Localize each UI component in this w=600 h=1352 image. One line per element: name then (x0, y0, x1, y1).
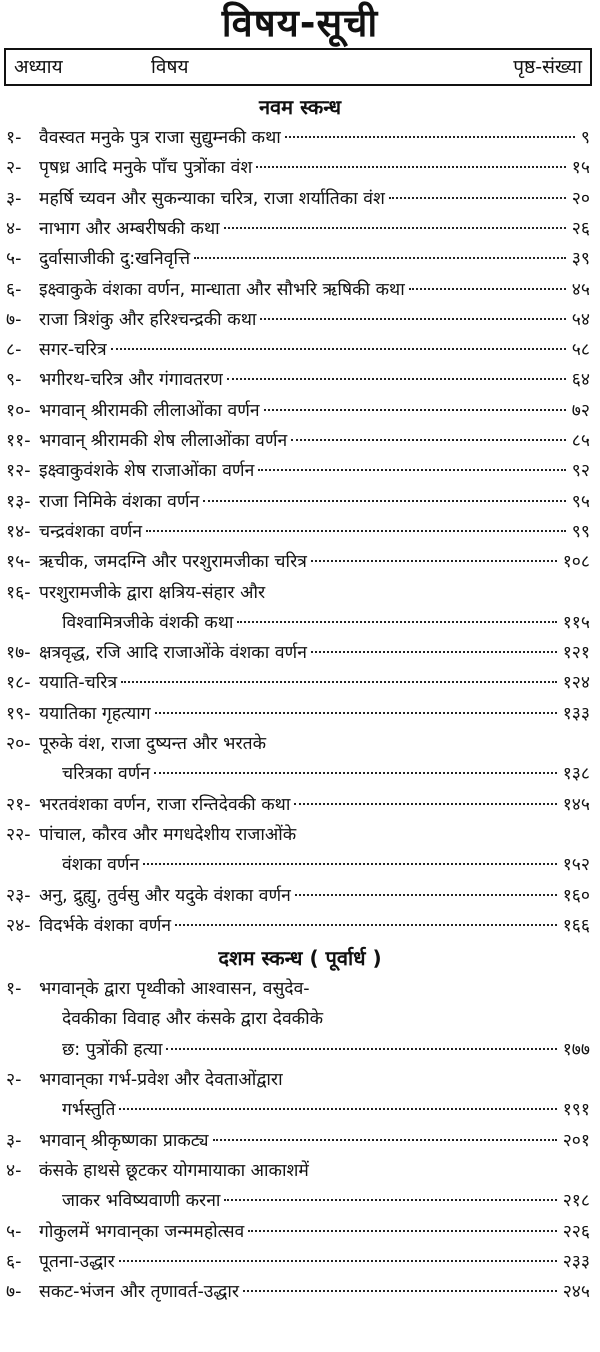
dot-leader (295, 894, 557, 896)
page-number: २० (571, 188, 590, 209)
chapter-number: २- (6, 158, 22, 179)
dot-leader (119, 1260, 557, 1262)
toc-entry (0, 1277, 600, 1307)
chapter-title: भगवान् श्रीरामकी शेष लीलाओंका वर्णन (39, 431, 288, 451)
dot-leader (119, 1108, 556, 1110)
page-number: १६० (562, 885, 590, 906)
toc-entry (0, 123, 600, 153)
chapter-number: ७- (6, 1282, 22, 1303)
toc-entry (0, 184, 600, 214)
toc-entry (0, 911, 600, 941)
dot-leader (294, 803, 556, 805)
page-number: २२६ (562, 1221, 590, 1242)
chapter-title: ययाति-चरित्र (39, 673, 118, 694)
dot-leader (409, 288, 566, 290)
toc-entry (0, 1217, 600, 1247)
chapter-number: १०- (6, 400, 31, 421)
dot-leader (213, 1139, 557, 1141)
toc-entry (0, 1247, 600, 1277)
chapter-number: ६- (6, 1251, 22, 1272)
toc-entry (0, 517, 600, 547)
page-number: १५ (571, 158, 590, 179)
header-chapter-label: अध्याय (14, 56, 63, 78)
page-number: ९२ (571, 461, 590, 482)
chapter-title: छ: पुत्रोंकी हत्या (62, 1039, 163, 1060)
chapter-number: १२- (6, 461, 31, 482)
chapter-title: कंसके हाथसे छूटकर योगमायाका आकाशमें (39, 1160, 309, 1181)
chapter-title: सगर-चरित्र (39, 340, 107, 361)
chapter-number: २३- (6, 885, 31, 906)
dot-leader (258, 469, 566, 471)
chapter-number: ९- (6, 370, 22, 391)
page-number: ४५ (571, 279, 590, 300)
toc-entry (0, 153, 600, 183)
chapter-title: वंशका वर्णन (62, 855, 140, 876)
dot-leader (224, 1199, 556, 1201)
chapter-title: भगवान्‌का गर्भ-प्रवेश और देवताओंद्वारा (39, 1070, 283, 1090)
toc-entry (0, 275, 600, 305)
chapter-title: सकट-भंजन और तृणावर्त-उद्धार (39, 1282, 240, 1303)
page-number: २६ (571, 218, 590, 239)
header-page-number-label: पृष्ठ-संख्या (513, 56, 582, 78)
section-title: नवम स्कन्ध (258, 95, 342, 119)
page-number: ११५ (562, 612, 590, 633)
toc-entry (0, 881, 600, 911)
chapter-number: ७- (6, 309, 22, 330)
chapter-title: भगवान् श्रीकृष्णका प्राकट्य (39, 1130, 209, 1151)
toc-entry (0, 547, 600, 577)
chapter-number: १- (6, 128, 22, 148)
toc-entry (0, 1156, 600, 1217)
chapter-title: देवकीका विवाह और कंसके द्वारा देवकीके (62, 1009, 324, 1030)
chapter-title: पूतना-उद्धार (39, 1251, 115, 1272)
chapter-title: भगवान्‌के द्वारा पृथ्वीको आश्वासन, वसुदेव- (39, 979, 310, 1000)
chapter-number: ४- (6, 218, 22, 239)
toc-entry (0, 638, 600, 668)
toc-entry (0, 335, 600, 365)
dot-leader (194, 257, 566, 259)
page-number: ७२ (571, 400, 590, 421)
table-header (4, 48, 592, 86)
dot-leader (166, 1048, 556, 1050)
page-number: १४५ (562, 794, 590, 815)
chapter-title: पूरुके वंश, राजा दुष्यन्त और भरतके (39, 734, 267, 754)
dot-leader (264, 409, 566, 411)
toc-entry (0, 487, 600, 517)
toc-entry (0, 1065, 600, 1126)
page-number: १०८ (562, 552, 590, 573)
page-number: ९ (580, 128, 590, 148)
toc-entry (0, 1126, 600, 1156)
chapter-number: ५- (6, 1221, 22, 1242)
chapter-title: ऋचीक, जमदग्नि और परशुरामजीका चरित्र (39, 552, 307, 573)
page-number: ५८ (571, 340, 590, 361)
chapter-number: १७- (6, 643, 31, 664)
page-number: १२१ (562, 643, 590, 664)
chapter-title: भगवान् श्रीरामकी लीलाओंका वर्णन (39, 400, 260, 421)
chapter-title: क्षत्रवृद्ध, रजि आदि राजाओंके वंशका वर्णन (39, 643, 307, 664)
chapter-title: भरतवंशका वर्णन, राजा रन्तिदेवकी कथा (39, 794, 291, 815)
chapter-title: भगीरथ-चरित्र और गंगावतरण (39, 370, 223, 391)
page-number: १३३ (562, 703, 590, 724)
chapter-number: ३- (6, 1130, 22, 1151)
dot-leader (175, 924, 557, 926)
toc-entry (0, 790, 600, 820)
dot-leader (143, 863, 556, 865)
chapter-number: ४- (6, 1160, 22, 1181)
chapter-number: २४- (6, 915, 31, 936)
toc-entry (0, 699, 600, 729)
dot-leader (243, 1290, 557, 1292)
dot-leader (227, 378, 566, 380)
chapter-title: जाकर भविष्यवाणी करना (62, 1191, 221, 1212)
page-number: २३३ (562, 1251, 590, 1272)
chapter-title: गर्भस्तुति (62, 1100, 116, 1121)
chapter-number: ५- (6, 249, 22, 270)
chapter-number: २०- (6, 734, 31, 754)
toc-entry (0, 365, 600, 395)
chapter-number: १- (6, 979, 22, 1000)
chapter-number: १९- (6, 703, 31, 724)
chapter-number: १६- (6, 582, 31, 603)
toc-entry (0, 396, 600, 426)
page-number: १७७ (562, 1039, 590, 1060)
toc-entry (0, 214, 600, 244)
toc-entry (0, 244, 600, 274)
chapter-title: इक्ष्वाकुके वंशका वर्णन, मान्धाता और सौभरि ऋषिकी कथा (39, 279, 405, 300)
dot-leader (389, 197, 566, 199)
page-number: २१८ (562, 1191, 590, 1212)
chapter-number: १४- (6, 521, 31, 542)
chapter-number: १५- (6, 552, 31, 573)
chapter-title: अनु, द्रुह्यु, तुर्वसु और यदुके वंशका वर्णन (39, 885, 291, 906)
dot-leader (111, 348, 566, 350)
chapter-title: इक्ष्वाकुवंशके शेष राजाओंका वर्णन (39, 461, 255, 482)
page-number: १९१ (562, 1100, 590, 1121)
page-number: १३८ (562, 764, 590, 785)
toc-entry (0, 305, 600, 335)
dot-leader (121, 681, 557, 683)
chapter-title: राजा निमिके वंशका वर्णन (39, 491, 200, 512)
dot-leader (291, 439, 566, 441)
page-number: १२४ (562, 673, 590, 694)
chapter-title: विदर्भके वंशका वर्णन (39, 915, 172, 936)
chapter-title: विश्वामित्रजीके वंशकी कथा (62, 612, 234, 633)
chapter-title: चरित्रका वर्णन (62, 764, 151, 785)
dot-leader (311, 651, 557, 653)
dot-leader (260, 318, 565, 320)
page-title: विषय-सूची (221, 1, 379, 45)
page-number: १५२ (562, 855, 590, 876)
chapter-title: चन्द्रवंशका वर्णन (39, 521, 143, 542)
chapter-number: २२- (6, 824, 31, 845)
page-number: ९५ (571, 491, 590, 512)
dot-leader (256, 166, 566, 168)
toc-entry (0, 729, 600, 790)
chapter-title: राजा त्रिशंकु और हरिश्चन्द्रकी कथा (39, 309, 257, 330)
chapter-number: ३- (6, 188, 22, 209)
header-subject-label: विषय (151, 56, 189, 78)
chapter-title: दुर्वासाजीकी दु:खनिवृत्ति (39, 249, 191, 270)
section-title: दशम स्कन्ध ( पूर्वार्ध ) (218, 946, 382, 971)
toc-entry (0, 974, 600, 1065)
chapter-number: ६- (6, 279, 22, 300)
page-number: २४५ (562, 1282, 590, 1303)
toc-entry (0, 456, 600, 486)
dot-leader (154, 772, 557, 774)
chapter-number: ८- (6, 340, 22, 361)
dot-leader (146, 530, 566, 532)
page-number: ६४ (571, 370, 590, 391)
dot-leader (237, 621, 556, 623)
page-number: ५४ (571, 309, 590, 330)
chapter-title: महर्षि च्यवन और सुकन्याका चरित्र, राजा शर्यातिका वंश (39, 188, 385, 209)
chapter-number: ११- (6, 431, 31, 451)
dot-leader (224, 227, 566, 229)
dot-leader (155, 712, 557, 714)
toc-entry (0, 668, 600, 698)
toc-entry (0, 578, 600, 639)
toc-entry (0, 426, 600, 456)
chapter-title: नाभाग और अम्बरीषकी कथा (39, 218, 220, 239)
dot-leader (311, 560, 557, 562)
chapter-title: परशुरामजीके द्वारा क्षत्रिय-संहार और (39, 582, 266, 603)
page-number: २०१ (562, 1130, 590, 1151)
chapter-title: ययातिका गृहत्याग (39, 703, 151, 724)
dot-leader (203, 500, 566, 502)
toc-entry (0, 820, 600, 881)
chapter-title: पांचाल, कौरव और मगधदेशीय राजाओंके (39, 824, 297, 845)
chapter-number: १८- (6, 673, 31, 694)
page-number: ९९ (571, 521, 590, 542)
page-number: ८५ (571, 431, 590, 451)
chapter-title: गोकुलमें भगवान्‌का जन्ममहोत्सव (39, 1221, 245, 1242)
page-number: १६६ (562, 915, 590, 936)
chapter-number: १३- (6, 491, 31, 512)
dot-leader (285, 136, 575, 138)
chapter-title: वैवस्वत मनुके पुत्र राजा सुद्युम्नकी कथा (39, 128, 281, 148)
chapter-title: पृषध्र आदि मनुके पाँच पुत्रोंका वंश (39, 158, 253, 179)
chapter-number: २१- (6, 794, 31, 815)
dot-leader (248, 1230, 556, 1232)
chapter-number: २- (6, 1070, 22, 1090)
page-number: ३९ (571, 249, 590, 270)
